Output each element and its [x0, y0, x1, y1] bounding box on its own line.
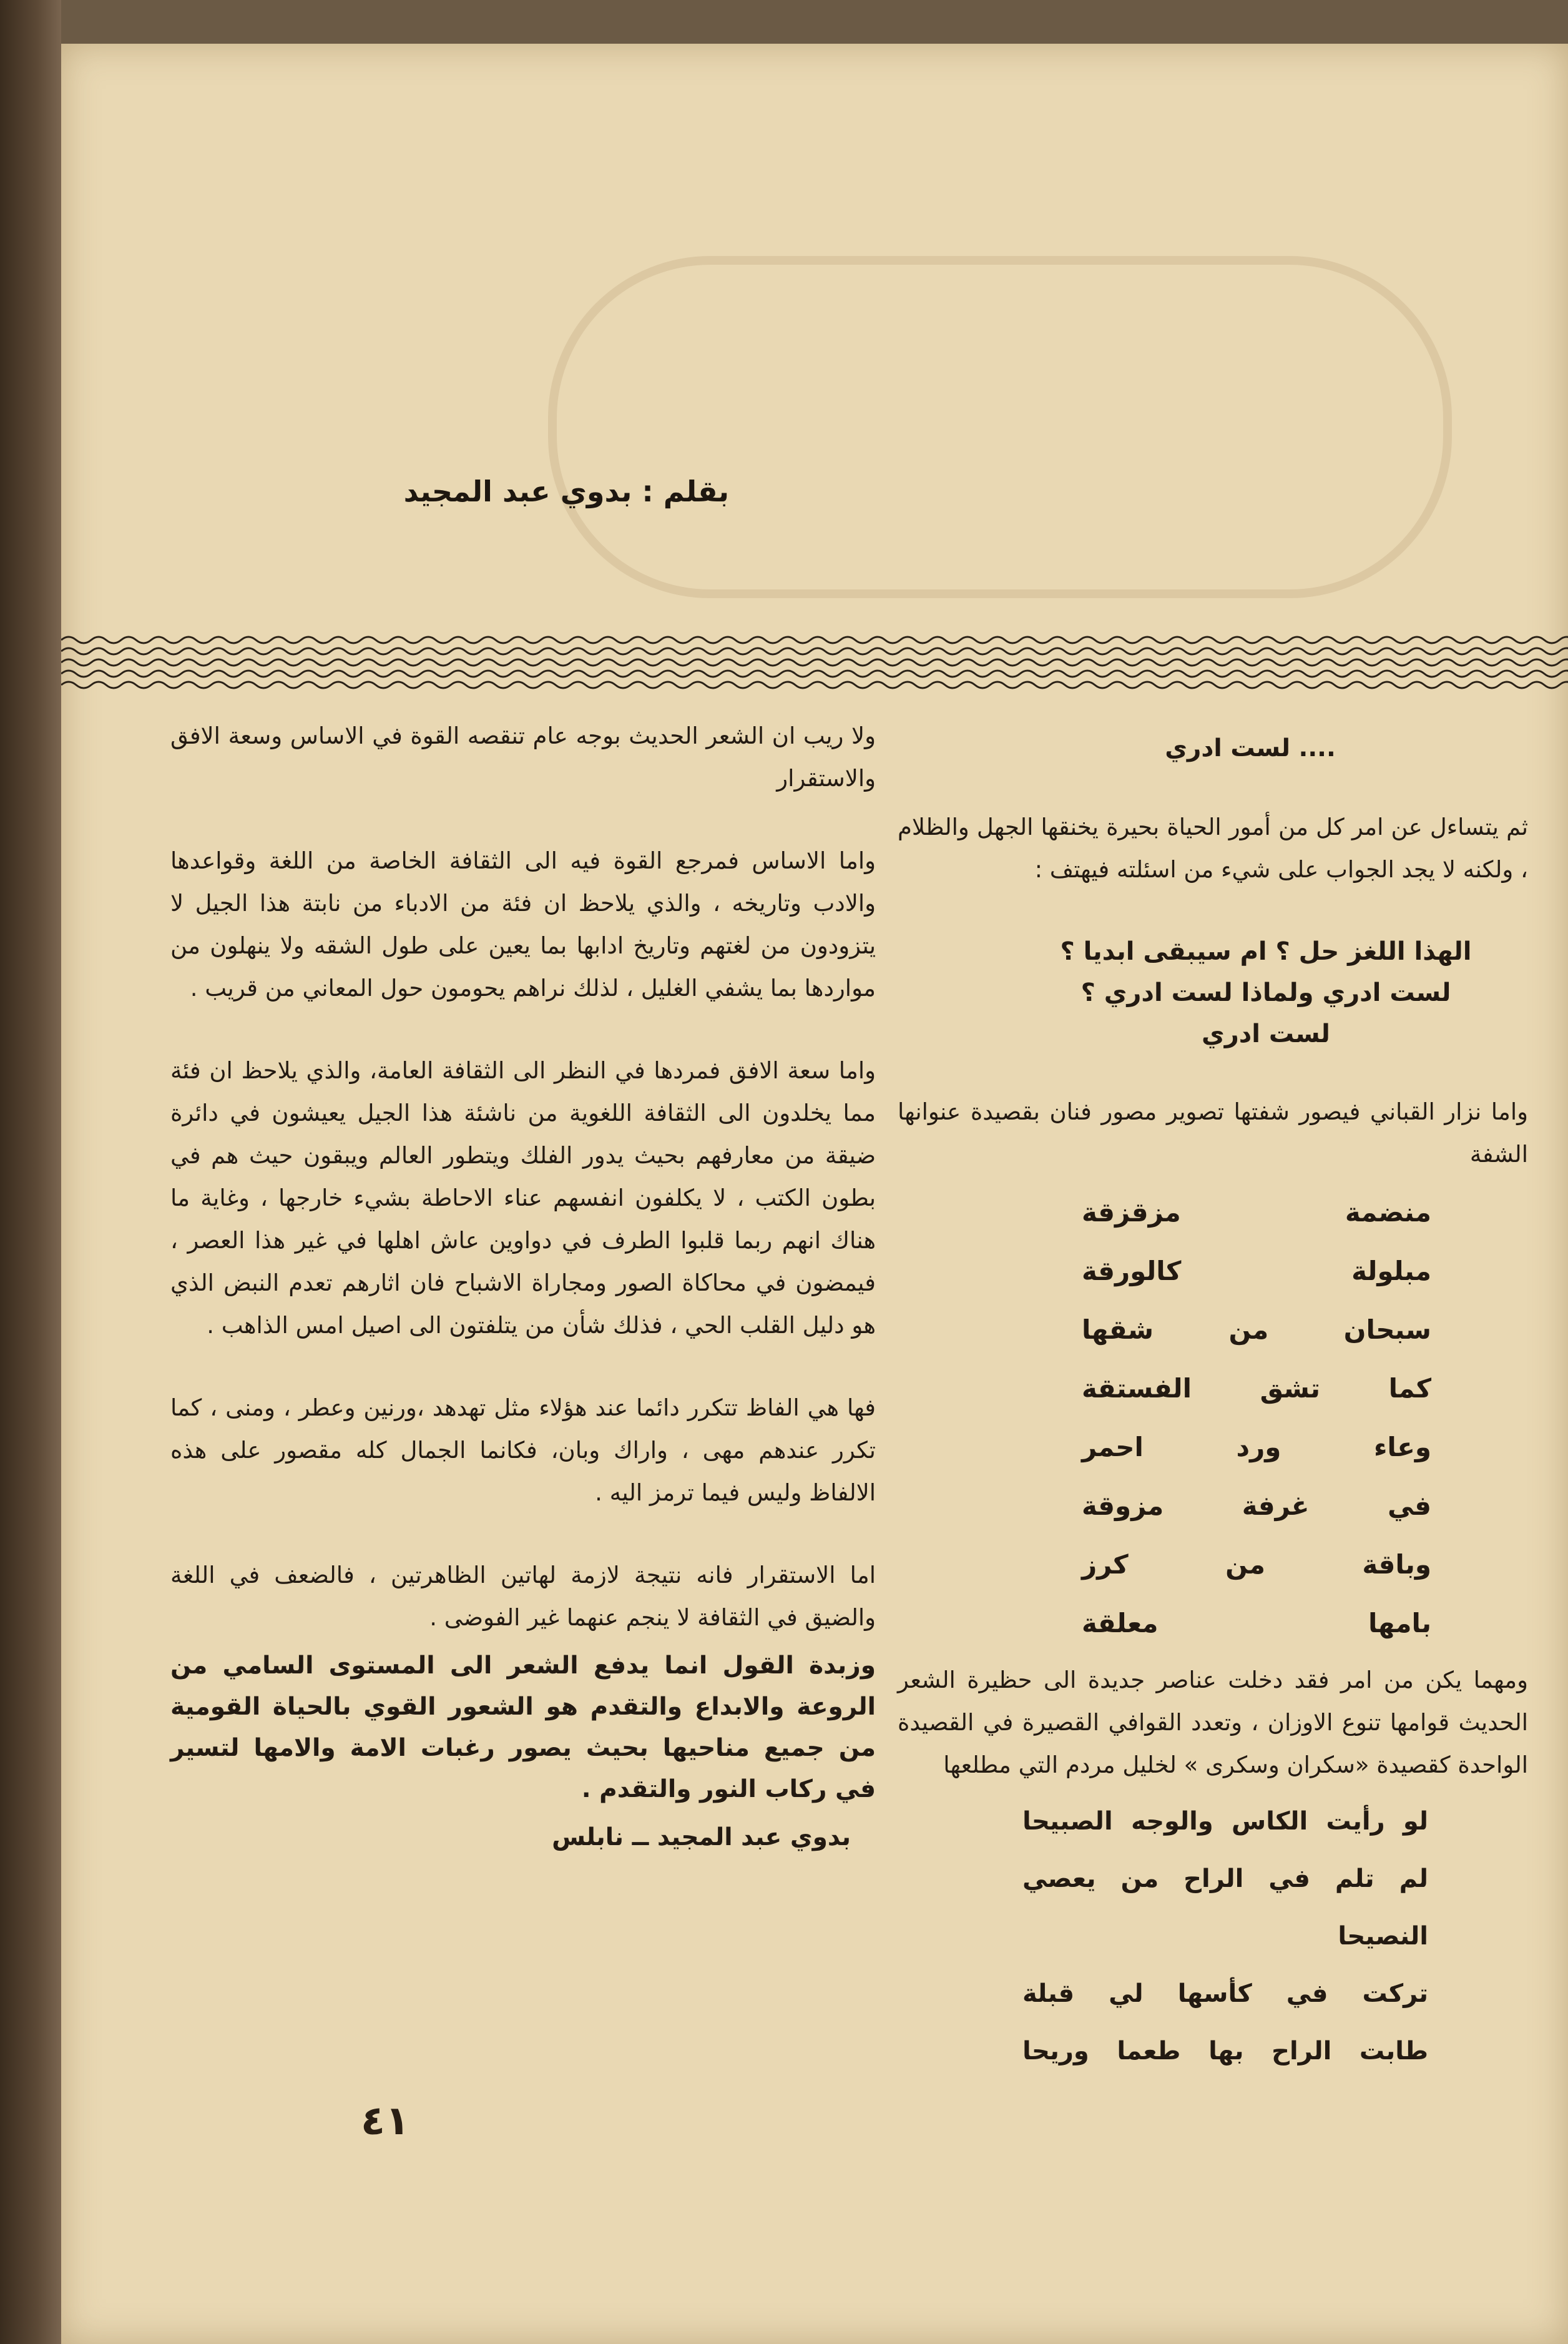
paragraph: ولا ريب ان الشعر الحديث بوجه عام تنقصه القوة في الاساس وسعة الافق والاستقرار: [170, 722, 876, 792]
right-column: [898, 727, 1528, 2080]
verse-line: لم تلم في الراح من يعصي النصيحا: [1022, 1864, 1428, 1951]
verse-line: لست ادري ولماذا لست ادري ؟: [1080, 978, 1451, 1007]
verse-line: بامها معلقة: [1082, 1608, 1431, 1638]
binding-edge: [0, 0, 61, 2344]
verse-line: منضمة مزقزقة: [1082, 1197, 1431, 1228]
author-byline: بقلم : بدوي عبد المجيد: [403, 475, 729, 508]
wine-poem: [898, 1793, 1528, 2080]
paragraph: واما الاساس فمرجع القوة فيه الى الثقافة الخاصة من اللغة وقواعدها والادب وتاريخه ، والذي يلاحظ ان فئة من الادباء من نابتة هذا الجيل لا يتزودون من لغتهم وتاريخ ادابها بما يعين على طول الشقه ولا ينهلون من مواردها بما يشفي الغليل ، لذلك نراهم يحومون حول المعاني من قريب .: [170, 847, 876, 1002]
paragraph: فها هي الفاظ تتكرر دائما عند هؤلاء مثل تهدهد ،ورنين وعطر ، ومنى ، كما تكرر عندهم مهى ، واراك وبان، فكانما الجمال كله مقصور على هذه الالفاظ وليس فيما ترمز اليه .: [170, 1394, 876, 1506]
left-column: [170, 715, 876, 1859]
conclusion-paragraph: وزبدة القول انما يدفع الشعر الى المستوى السامي من الروعة والابداع والتقدم هو الشعور القوي بالحياة القومية من جميع مناحيها بحيث يصور رغبات الامة والامها لتسير في ركاب النور والتقدم .: [170, 1652, 876, 1803]
question-verse: [898, 931, 1528, 1055]
verse-line: في غرفة مزوقة: [1082, 1490, 1431, 1521]
verse-line: وباقة من كرز: [1082, 1549, 1431, 1580]
verse-line: كما تشق الفستقة: [1082, 1373, 1431, 1404]
page-number: ٤١: [361, 2098, 410, 2144]
verse-line: لو رأيت الكاس والوجه الصبيحا: [1022, 1807, 1428, 1836]
magazine-page: [61, 44, 1568, 2344]
verse-line: وعاء ورد احمر: [1082, 1432, 1431, 1462]
paragraph: واما سعة الافق فمردها في النظر الى الثقافة العامة، والذي يلاحظ ان فئة مما يخلدون الى الثقافة اللغوية من ناشئة هذا الجيل يعيشون في دائرة ضيقة من معارفهم بحيث يدور الفلك ويتطور العالم ويبقون حيث هم في بطون الكتب ، لا يكلفون انفسهم عناء الاحاطة بشيء خارجها ، وغاية ما هناك انهم ربما قلبوا الطرف في دواوين عاش اهلها في غير هذا العصر ، فيمضون في محاكاة الصور ومجاراة الاشباح فان اثارهم تعدم النبض الذي هو دليل القلب الحي ، فذلك شأن من يتلفتون الى اصيل امس الذاهب .: [170, 1057, 876, 1339]
verse-line: مبلولة كالورقة: [1082, 1256, 1431, 1286]
faded-title-watermark: [548, 256, 1452, 598]
lips-poem: [898, 1183, 1528, 1653]
verse-line: طابت الراح بها طعما وريحا: [1022, 2037, 1428, 2066]
wavy-divider-band: [61, 628, 1568, 702]
verse-line: الهذا اللغز حل ؟ ام سيبقى ابديا ؟: [1060, 937, 1472, 966]
paragraph: ثم يتساءل عن امر كل من أمور الحياة بحيرة يخنقها الجهل والظلام ، ولكنه لا يجد الجواب على شيء من اسئلته فيهتف :: [898, 814, 1528, 883]
author-signature: بدوي عبد المجيد ــ نابلس: [552, 1823, 851, 1851]
paragraph: اما الاستقرار فانه نتيجة لازمة لهاتين الظاهرتين ، فالضعف في اللغة والضيق في الثقافة لا ينجم عنهما غير الفوضى .: [170, 1562, 876, 1631]
verse-line: لست ادري: [1202, 1020, 1330, 1048]
verse-line: تركت في كأسها لي قبلة: [1022, 1979, 1428, 2008]
verse-line: سبحان من شقها: [1082, 1314, 1431, 1345]
paragraph: واما نزار القباني فيصور شفتها تصوير مصور فنان بقصيدة عنوانها الشفة: [898, 1098, 1528, 1168]
paragraph: ومهما يكن من امر فقد دخلت عناصر جديدة الى حظيرة الشعر الحديث قوامها تنوع الاوزان ، وتعدد القوافي القصيرة في القصيدة الواحدة كقصيدة «سكران وسكرى » لخليل مردم التي مطلعها: [898, 1667, 1528, 1778]
section-heading: .... لست ادري: [1165, 734, 1336, 762]
